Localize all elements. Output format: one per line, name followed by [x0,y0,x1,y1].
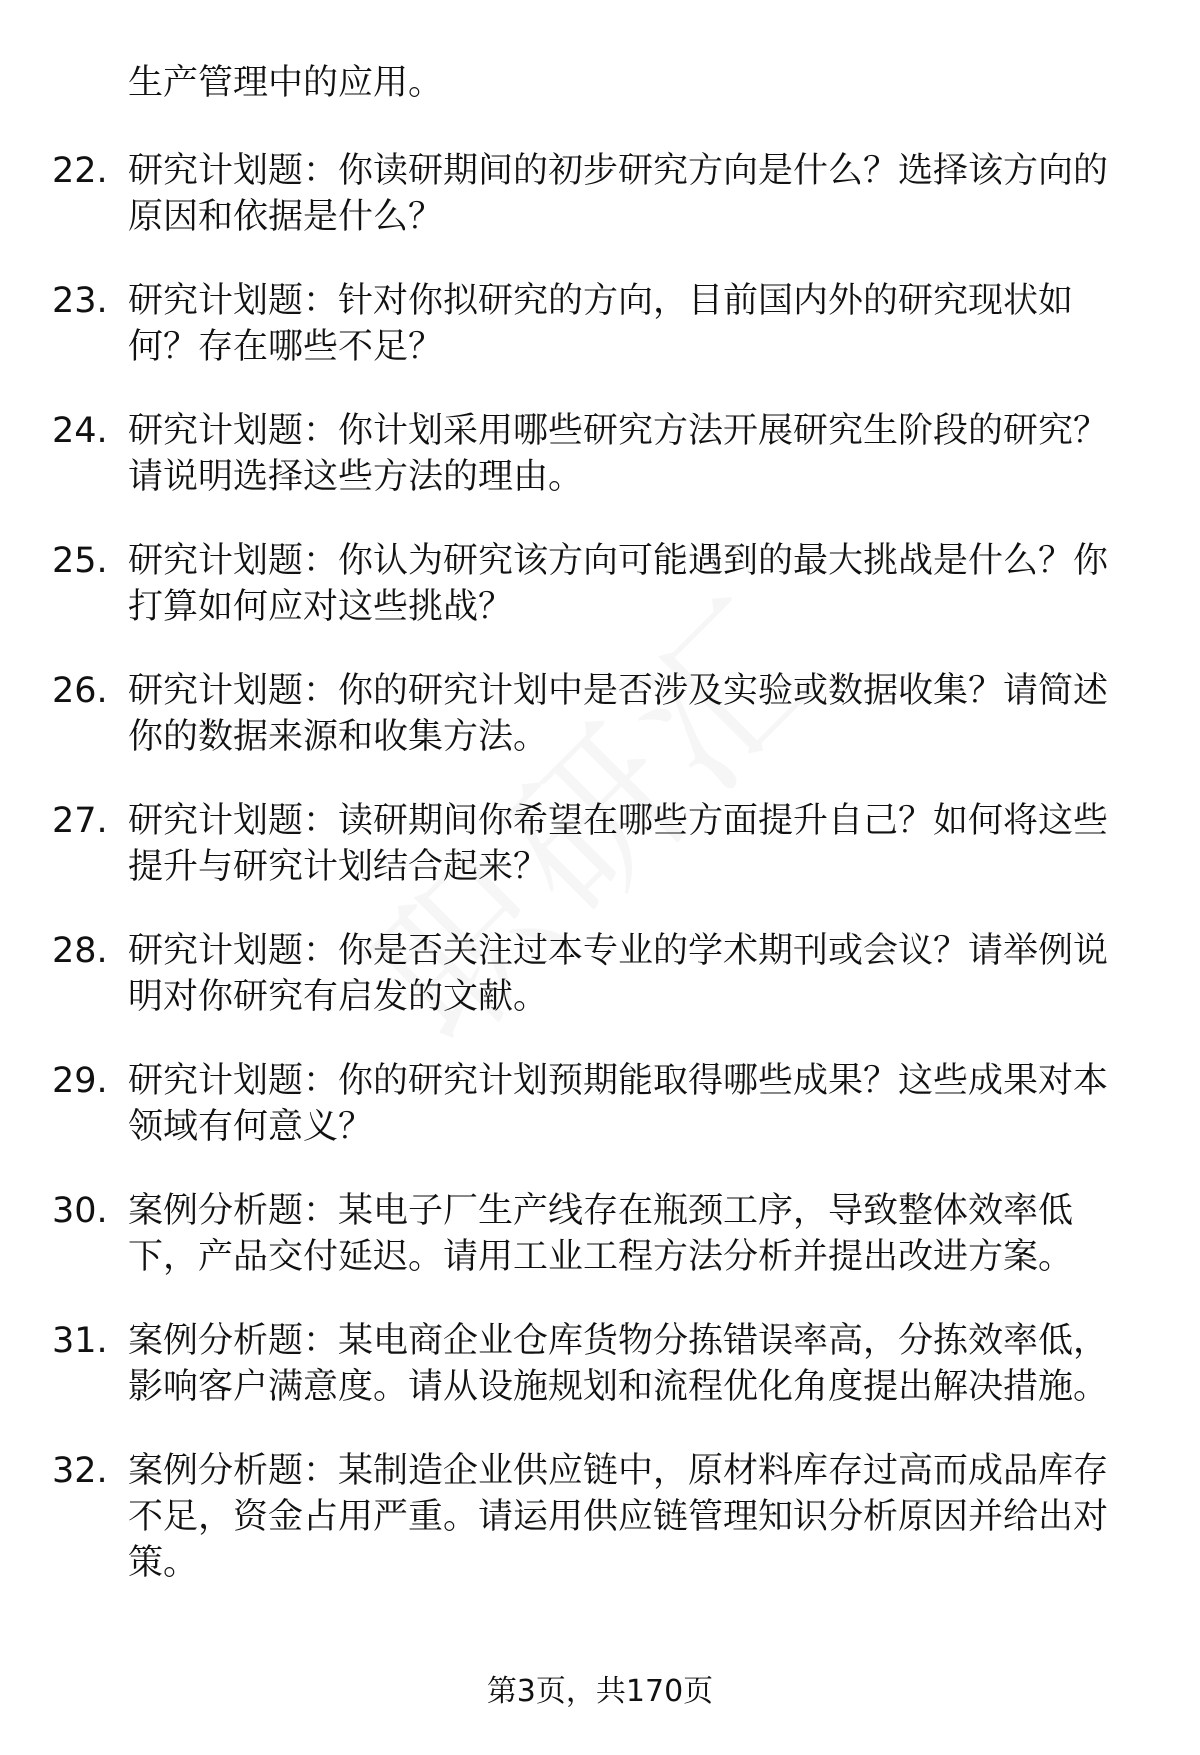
item-text [128,798,1138,890]
item-text [128,1058,1138,1150]
item-number: 32. [52,1451,108,1491]
item-text-line: 研究计划题：你读研期间的初步研究方向是什么？选择该方向的 [128,151,1109,191]
item-number: 22. [52,151,108,191]
item-text-line: 明对你研究有启发的文献。 [128,977,549,1017]
item-text-line: 案例分析题：某电商企业仓库货物分拣错误率高，分拣效率低， [128,1321,1109,1361]
item-number: 31. [52,1321,108,1361]
item-text-line: 你的数据来源和收集方法。 [128,717,549,757]
item-number: 29. [52,1061,108,1101]
list-item [0,1318,1200,1448]
list-item [0,798,1200,928]
item-number: 27. [52,801,108,841]
item-text [128,1188,1138,1280]
list-item [0,408,1200,538]
item-text-line: 影响客户满意度。请从设施规划和流程优化角度提出解决措施。 [128,1367,1109,1407]
item-text-line: 打算如何应对这些挑战？ [128,587,514,627]
item-text [128,668,1138,760]
list-item [0,148,1200,278]
item-text [128,278,1138,370]
item-text-line: 下，产品交付延迟。请用工业工程方法分析并提出改进方案。 [128,1237,1074,1277]
list-item [0,1448,1200,1583]
item-text-line: 研究计划题：针对你拟研究的方向，目前国内外的研究现状如 [128,281,1074,321]
item-text-line: 研究计划题：你的研究计划预期能取得哪些成果？这些成果对本 [128,1061,1109,1101]
item-number: 25. [52,541,108,581]
item-text-line: 案例分析题：某电子厂生产线存在瓶颈工序，导致整体效率低 [128,1191,1074,1231]
item-text-line: 研究计划题：你是否关注过本专业的学术期刊或会议？请举例说 [128,931,1109,971]
list-item [0,538,1200,668]
item-text-line: 研究计划题：你认为研究该方向可能遇到的最大挑战是什么？你 [128,541,1109,581]
item-number: 23. [52,281,108,321]
list-item [0,278,1200,408]
item-number: 30. [52,1191,108,1231]
continued-text: 生产管理中的应用。 [128,63,444,103]
item-text-line: 提升与研究计划结合起来？ [128,847,549,887]
item-number: 24. [52,411,108,451]
list-item [0,1058,1200,1188]
list-item [0,668,1200,798]
item-number: 26. [52,671,108,711]
item-text-line: 研究计划题：你的研究计划中是否涉及实验或数据收集？请简述 [128,671,1109,711]
item-text-line: 研究计划题：读研期间你希望在哪些方面提升自己？如何将这些 [128,801,1109,841]
item-text [128,148,1138,240]
item-text [128,1448,1138,1586]
item-number: 28. [52,931,108,971]
item-text-line: 研究计划题：你计划采用哪些研究方法开展研究生阶段的研究？ [128,411,1109,451]
item-text-line: 案例分析题：某制造企业供应链中，原材料库存过高而成品库存 [128,1451,1109,1491]
list-item [0,928,1200,1058]
question-list [0,148,1200,1583]
item-text [128,1318,1138,1410]
item-text-line: 原因和依据是什么？ [128,197,444,237]
item-text [128,538,1138,630]
item-text-line: 不足，资金占用严重。请运用供应链管理知识分析原因并给出对 [128,1497,1109,1537]
page-footer: 第3页，共170页 [486,1674,714,1709]
item-text [128,928,1138,1020]
item-text-line: 请说明选择这些方法的理由。 [128,457,584,497]
item-text-line: 何？存在哪些不足？ [128,327,444,367]
list-item [0,1188,1200,1318]
item-text-line: 策。 [128,1543,199,1583]
item-text [128,408,1138,500]
item-text-line: 领域有何意义？ [128,1107,374,1147]
